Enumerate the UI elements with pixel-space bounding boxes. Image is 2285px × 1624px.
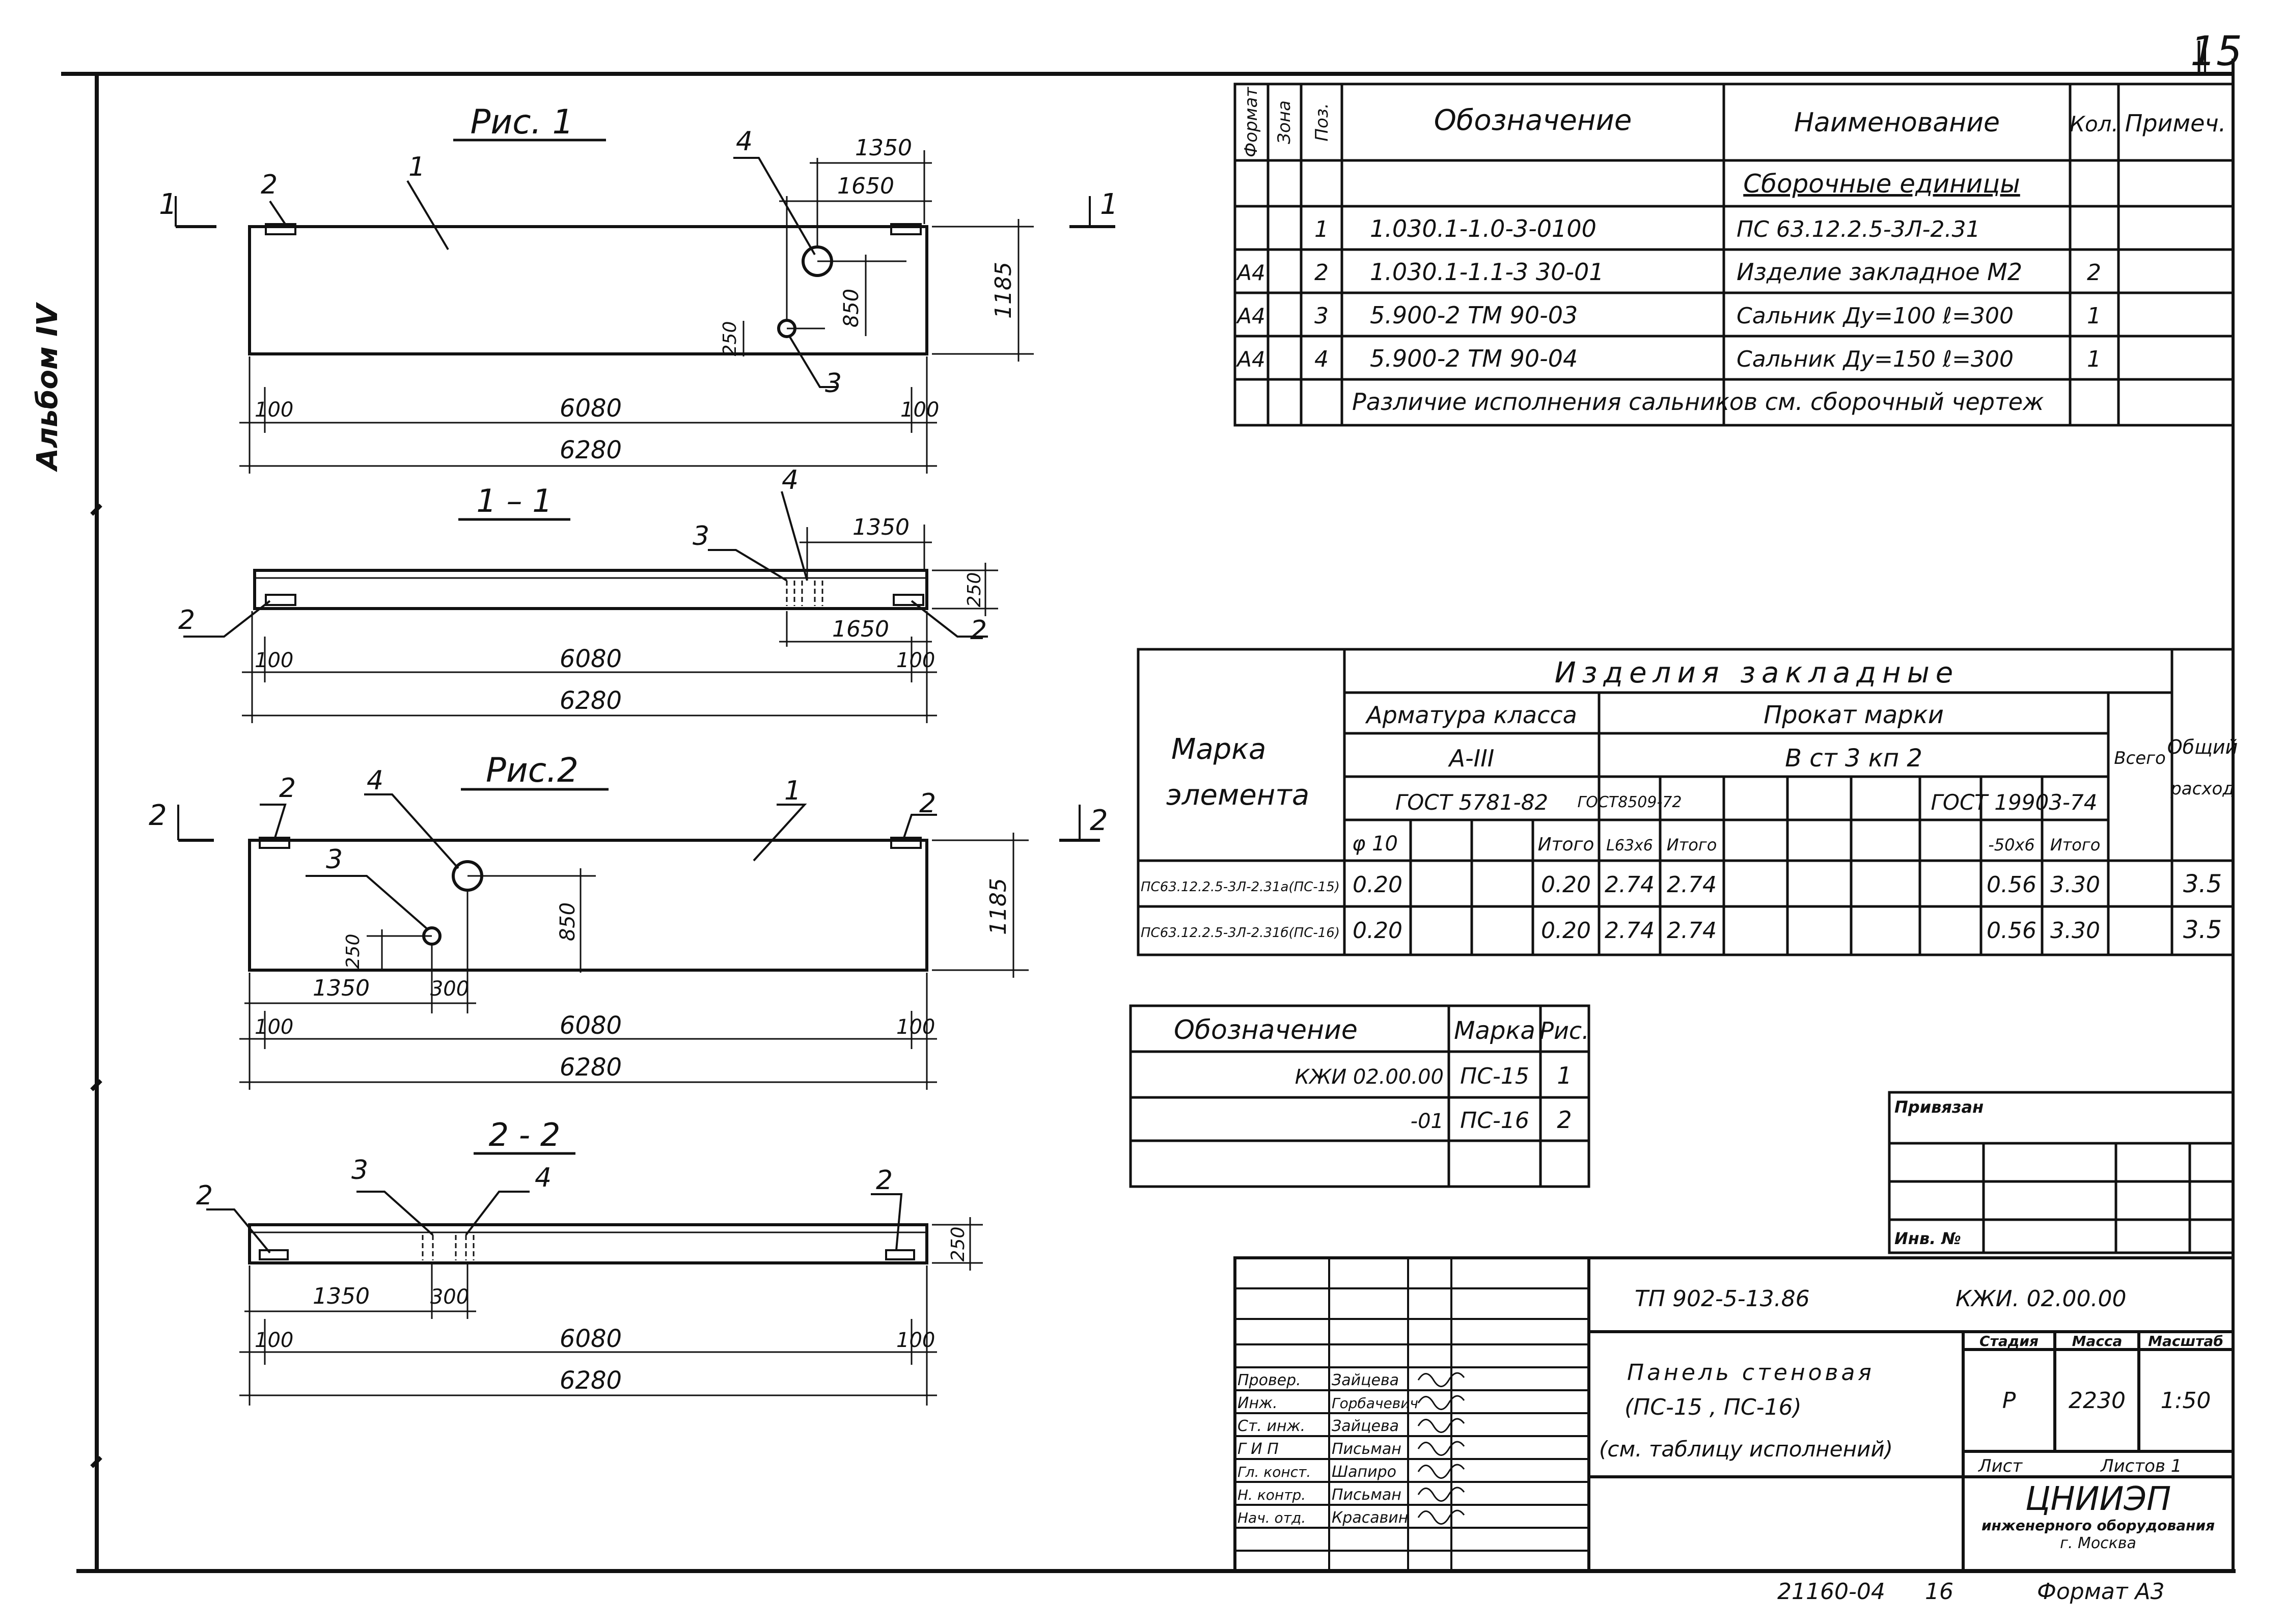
dim-100-left: 100: [255, 1329, 294, 1352]
emb-row-2-itogo3: 3.30: [2050, 918, 2100, 944]
emb-rebar-gost: ГОСТ 5781-82: [1395, 790, 1549, 815]
callout-3: 3: [326, 844, 343, 875]
binding-label: Привязан: [1894, 1097, 1984, 1117]
callout-3: 3: [351, 1155, 369, 1186]
footer-inventory: 21160-04: [1777, 1579, 1885, 1605]
signer-name-7: Красавин: [1332, 1509, 1409, 1527]
title-block: [1235, 1258, 2233, 1571]
var-row-1-fig: 1: [1557, 1062, 1572, 1089]
dim-250: 250: [720, 321, 740, 356]
callout-2-left: 2: [178, 605, 196, 636]
figure-2-title: Рис.2: [486, 751, 579, 790]
dim-1350: 1350: [855, 135, 912, 161]
signer-name-3: Зайцева: [1332, 1417, 1399, 1435]
dim-100-right: 100: [896, 1329, 935, 1352]
callout-4: 4: [535, 1163, 552, 1193]
emb-row-1-mark: ПС63.12.2.5-3Л-2.31а(ПС-15): [1141, 879, 1340, 895]
spec-row-2-pos: 2: [1314, 260, 1329, 286]
var-row-2-designation: -01: [1410, 1110, 1444, 1133]
emb-overall-2: расход: [2170, 779, 2235, 799]
dim-100-right: 100: [896, 1015, 935, 1039]
emb-total: Всего: [2114, 748, 2166, 768]
emb-rebar-grade: А-III: [1449, 745, 1495, 772]
signer-name-6: Письман: [1332, 1486, 1401, 1504]
dim-100-right: 100: [896, 649, 935, 672]
variants-table: [1131, 1006, 1589, 1187]
signer-role-7: Нач. отд.: [1237, 1509, 1306, 1526]
dim-250: 250: [948, 1226, 969, 1262]
dim-1350: 1350: [852, 514, 910, 540]
sheet-label: Лист: [1978, 1456, 2023, 1476]
section-mark-right: 2: [1090, 804, 1108, 837]
spec-row-4-name: Сальник Ду=150 ℓ=300: [1737, 346, 2014, 372]
spec-row-1-pos: 1: [1314, 216, 1329, 242]
dim-6280: 6280: [559, 686, 622, 715]
panel-section-2-2: [250, 1225, 927, 1263]
signer-name-1: Зайцева: [1332, 1371, 1399, 1389]
spec-row-4-format: А4: [1237, 347, 1265, 372]
section-1-1: [178, 465, 998, 723]
signer-role-6: Н. контр.: [1237, 1487, 1306, 1503]
emb-row-2-angle: 2.74: [1605, 918, 1655, 944]
dim-100-right: 100: [900, 398, 940, 422]
var-header-mark: Марка: [1454, 1016, 1535, 1045]
callout-2-left: 2: [279, 773, 296, 804]
section-mark-left: 1: [159, 188, 177, 221]
var-row-1-designation: КЖИ 02.00.00: [1295, 1065, 1444, 1089]
panel-section-1-1: [255, 570, 927, 609]
spec-row-3-format: А4: [1237, 304, 1265, 328]
emb-title: Изделия закладные: [1554, 656, 1960, 690]
dim-300: 300: [430, 977, 470, 1001]
dim-6280: 6280: [559, 1366, 622, 1395]
emb-row-1-strip: 0.56: [1987, 872, 2036, 898]
dim-1650: 1650: [832, 616, 889, 642]
dim-6280: 6280: [559, 1053, 622, 1082]
stage-header: Стадия: [1979, 1333, 2039, 1350]
emb-row-2-phi: 0.20: [1353, 918, 1402, 944]
spec-row-2-designation: 1.030.1-1.1-3 30-01: [1370, 258, 1604, 286]
spec-footnote: Различие исполнения сальников см. сборочный чертеж: [1352, 388, 2044, 416]
signer-role-2: Инж.: [1237, 1394, 1278, 1412]
spec-row-3-pos: 3: [1314, 303, 1329, 329]
dim-850: 850: [840, 288, 863, 328]
spec-row-2-name: Изделие закладное М2: [1737, 258, 2023, 286]
footer-number: 16: [1925, 1579, 1953, 1605]
stage-value: Р: [2002, 1388, 2016, 1414]
emb-row-2-itogo2: 2.74: [1667, 918, 1717, 944]
callout-4: 4: [782, 465, 799, 496]
signer-role-5: Гл. конст.: [1237, 1464, 1311, 1480]
document-code: КЖИ. 02.00.00: [1956, 1286, 2127, 1312]
spec-row-4-pos: 4: [1314, 346, 1329, 372]
emb-col-itogo-1: Итого: [1537, 834, 1594, 855]
callout-1: 1: [408, 152, 426, 182]
section-2-2-title: 2 - 2: [488, 1116, 561, 1153]
org-name: ЦНИИЭП: [2025, 1480, 2171, 1518]
mass-value: 2230: [2069, 1388, 2126, 1414]
emb-col-angle: L63х6: [1606, 837, 1653, 855]
emb-rolled: Прокат марки: [1764, 701, 1944, 729]
spec-header-pos: Поз.: [1312, 103, 1332, 142]
spec-row-2-format: А4: [1237, 260, 1265, 285]
signer-role-4: Г И П: [1237, 1440, 1279, 1458]
spec-row-3-name: Сальник Ду=100 ℓ=300: [1737, 303, 2014, 329]
var-header-fig: Рис.: [1539, 1017, 1589, 1044]
callout-2: 2: [261, 170, 278, 200]
section-mark-right: 1: [1100, 188, 1118, 221]
spec-header-note: Примеч.: [2125, 109, 2226, 137]
emb-gost19903: ГОСТ 19903-74: [1931, 790, 2098, 815]
emb-overall-1: Общий: [2167, 736, 2238, 758]
signer-name-5: Шапиро: [1332, 1463, 1396, 1481]
specification-table: [1235, 84, 2233, 425]
callout-3: 3: [693, 521, 710, 552]
dim-250: 250: [964, 572, 985, 608]
drawing-name-1: Панель стеновая: [1627, 1360, 1875, 1386]
signer-role-1: Провер.: [1237, 1371, 1301, 1389]
dim-6080: 6080: [559, 1325, 622, 1353]
emb-rebar-class: Арматура класса: [1366, 701, 1577, 729]
dim-6080: 6080: [559, 1011, 622, 1040]
dim-100-left: 100: [255, 1015, 294, 1039]
mass-header: Масса: [2072, 1333, 2123, 1350]
org-subtitle: инженерного оборудования: [1981, 1517, 2215, 1534]
scale-value: 1:50: [2160, 1388, 2211, 1414]
embedded-items-table: [1138, 649, 2238, 955]
emb-row-1-itogo3: 3.30: [2050, 872, 2100, 898]
var-row-1-mark: ПС-15: [1460, 1063, 1529, 1089]
org-city: г. Москва: [2060, 1534, 2136, 1552]
dim-1350: 1350: [313, 1283, 370, 1309]
spec-row-4-designation: 5.900-2 ТМ 90-04: [1370, 345, 1578, 372]
signature-scribbles: [1418, 1373, 1464, 1524]
emb-col-strip: -50х6: [1988, 835, 2035, 855]
callout-4: 4: [736, 126, 753, 157]
emb-row-1-phi: 0.20: [1353, 872, 1402, 898]
callout-2-right: 2: [876, 1165, 893, 1196]
dim-1185: 1185: [990, 262, 1016, 319]
emb-row-2-overall: 3.5: [2183, 916, 2222, 944]
binding-block: [1889, 1092, 2233, 1253]
sheets-label: Листов 1: [2101, 1456, 2182, 1476]
spec-header-qty: Кол.: [2070, 112, 2118, 136]
spec-header-format: Формат: [1241, 87, 1261, 157]
emb-row-2-strip: 0.56: [1987, 918, 2036, 944]
signer-role-3: Ст. инж.: [1237, 1417, 1306, 1435]
dim-250: 250: [343, 933, 364, 969]
callout-2-right: 2: [970, 615, 987, 646]
callout-4: 4: [367, 765, 384, 796]
emb-row-1-angle: 2.74: [1605, 872, 1655, 898]
figure-1: [159, 102, 1118, 474]
var-row-2-fig: 2: [1557, 1106, 1572, 1134]
spec-row-3-designation: 5.900-2 ТМ 90-03: [1370, 301, 1578, 329]
dim-100-left: 100: [255, 398, 294, 422]
emb-row-2-mark: ПС63.12.2.5-3Л-2.31б(ПС-16): [1141, 925, 1340, 941]
callout-2-left: 2: [196, 1180, 213, 1211]
drawing-name-2: (ПС-15 , ПС-16): [1625, 1394, 1802, 1420]
album-label: Альбом IV: [31, 304, 64, 471]
var-row-2-mark: ПС-16: [1460, 1108, 1529, 1134]
emb-row-1-overall: 3.5: [2183, 870, 2222, 898]
spec-row-3-qty: 1: [2087, 303, 2101, 329]
section-1-1-title: 1 – 1: [476, 482, 553, 519]
inventory-label: Инв. №: [1894, 1229, 1961, 1248]
spec-row-4-qty: 1: [2087, 346, 2101, 372]
emb-col-itogo-2: Итого: [1666, 835, 1717, 855]
spec-group-title: Сборочные единицы: [1743, 169, 2020, 199]
footer-format: Формат А3: [2037, 1579, 2165, 1605]
spec-row-1-designation: 1.030.1-1.0-3-0100: [1370, 215, 1596, 242]
spec-row-2-qty: 2: [2087, 260, 2101, 286]
emb-mark-label-2: элемента: [1166, 779, 1310, 812]
emb-gost8509: ГОСТ8509-72: [1577, 793, 1682, 811]
spec-header-zone: Зона: [1274, 100, 1295, 144]
dim-1650: 1650: [837, 173, 894, 199]
emb-steel: В ст 3 кп 2: [1785, 744, 1922, 773]
dim-1350: 1350: [313, 975, 370, 1001]
callout-1: 1: [784, 776, 802, 806]
signer-name-2: Горбачевич: [1332, 1395, 1418, 1412]
project-number: ТП 902-5-13.86: [1635, 1286, 1810, 1312]
page-number: 15: [2190, 27, 2242, 75]
callout-3: 3: [825, 368, 842, 399]
dim-6080: 6080: [559, 645, 622, 673]
var-header-designation: Обозначение: [1174, 1015, 1358, 1045]
emb-col-phi: φ 10: [1352, 832, 1398, 856]
panel-elevation: [250, 227, 927, 354]
spec-header-designation: Обозначение: [1434, 104, 1632, 137]
section-mark-left: 2: [149, 799, 167, 832]
drawing-name-3: (см. таблицу исполнений): [1599, 1437, 1893, 1462]
emb-row-1-itogo2: 2.74: [1667, 872, 1717, 898]
emb-row-1-itogo1: 0.20: [1541, 872, 1591, 898]
dim-6080: 6080: [559, 394, 622, 423]
dim-100-left: 100: [255, 649, 294, 672]
emb-row-2-itogo1: 0.20: [1541, 918, 1591, 944]
figure-2: [149, 751, 1108, 1090]
signer-name-4: Письман: [1332, 1440, 1401, 1458]
callout-2-right: 2: [919, 788, 937, 819]
dim-6280: 6280: [559, 436, 622, 464]
emb-col-itogo-3: Итого: [2050, 835, 2101, 855]
spec-row-1-name: ПС 63.12.2.5-3Л-2.31: [1737, 216, 1980, 242]
dim-300: 300: [430, 1285, 470, 1309]
dim-850: 850: [556, 902, 580, 942]
spec-header-name: Наименование: [1794, 107, 2000, 138]
section-2-2: [196, 1116, 983, 1406]
figure-1-title: Рис. 1: [470, 102, 574, 142]
scale-header: Масштаб: [2148, 1333, 2223, 1350]
emb-mark-label-1: Марка: [1171, 733, 1267, 766]
dim-1185: 1185: [985, 878, 1011, 935]
